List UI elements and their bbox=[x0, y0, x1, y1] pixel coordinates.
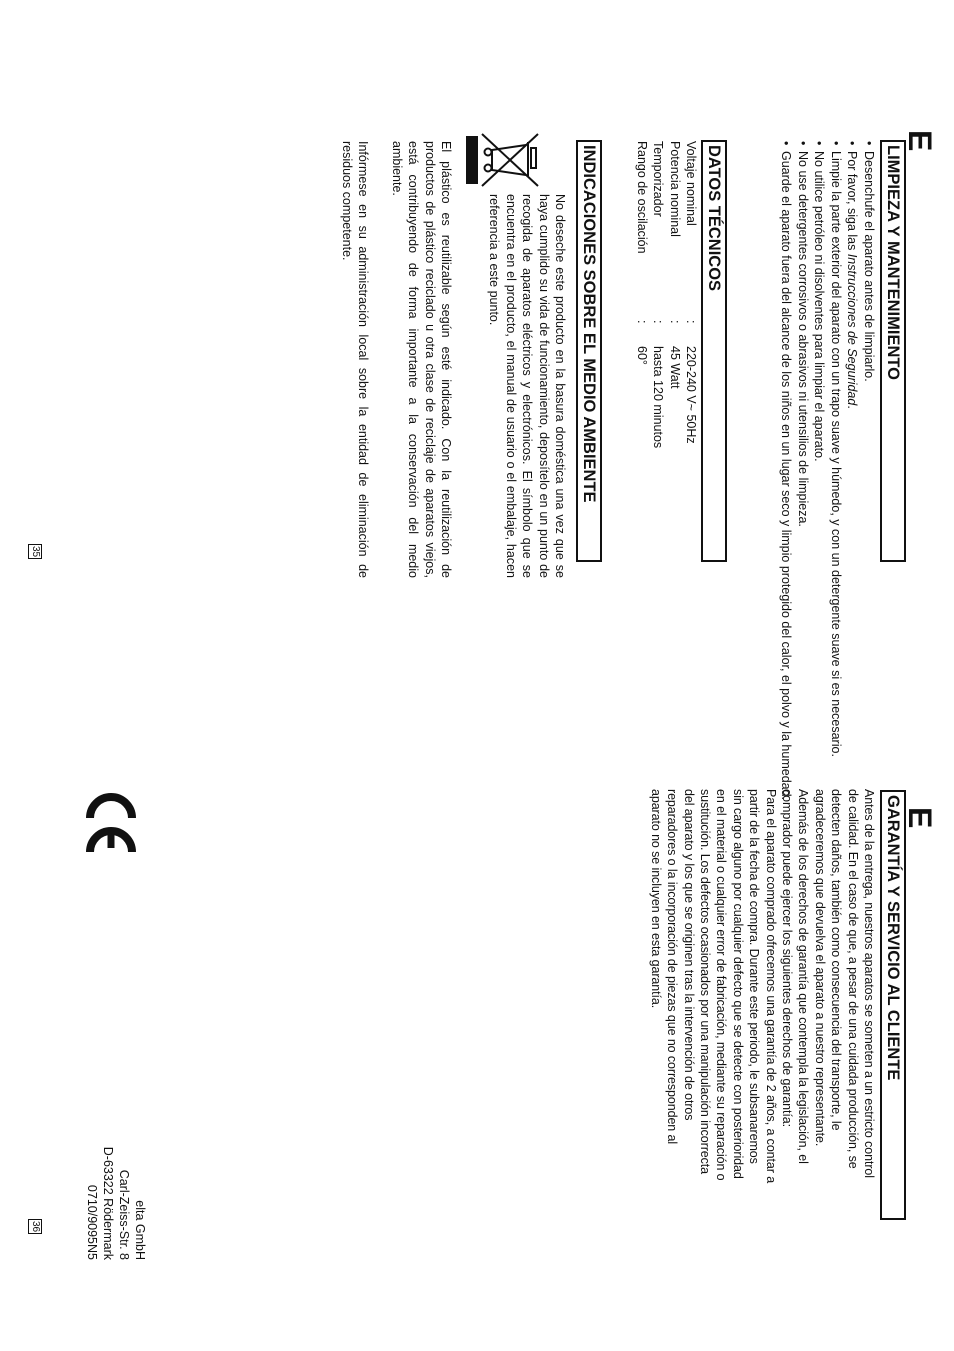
company-address bbox=[84, 1110, 148, 1260]
address-company: elta GmbH bbox=[133, 1200, 147, 1260]
warranty-heading: GARANTÍA Y SERVICIO AL CLIENTE bbox=[880, 790, 906, 1220]
page-number-35: 35 bbox=[30, 546, 41, 558]
section-letter-e-36: E bbox=[902, 807, 938, 829]
cleaning-list bbox=[778, 141, 877, 846]
list-item: • Desenchufe el aparato antes de limpiarlo. bbox=[861, 141, 878, 846]
list-item: • No utilice petróleo ni disolventes para limpiar el aparato. bbox=[811, 141, 828, 846]
warranty-paragraph: Antes de la entrega, nuestros aparatos se someten a un estricto control de calidad. En el caso de que, a pesar de una cuidada producción, se detecten daños, también como consecuencia del transporte, le agradeceremos que devuelva el aparato a nuestro representante. Además de los derechos de garantía que contempla la legislación, el comprador puede ejercer los siguientes derechos de garantía: Para el aparato comprado ofrecemos una garantía de 2 años, a contar a partir de la fecha de compra. Durante este periodo, le subsanaremos sin cargo alguno por cualquier defecto que se detecte con posterioridad en el material o cualquier error de fabricación, mediante su reparación o sustitución. Los defectos ocasionados por una manipulación incorrecta del aparato y los que se originen tras la intervención de otros reparadores o la incorporación de piezas que no corresponden al aparato no se incluyen en esta garantía. bbox=[648, 789, 876, 1184]
weee-paragraph: No deseche este producto en la basura doméstica una vez que se haya cumplido su vida de funcionamiento, deposítelo en un punto de recogida de aparatos eléctricos y electrónicos. El símbolo que se encuentra en el producto, el manual de usuario o el embalaje, hacen referencia a este punto. bbox=[487, 194, 567, 578]
cleaning-heading: LIMPIEZA Y MANTENIMIENTO bbox=[880, 140, 906, 562]
environment-heading: INDICACIONES SOBRE EL MEDIO AMBIENTE bbox=[576, 140, 602, 562]
list-item: • Por favor, siga las Instrucciones de Seguridad. bbox=[844, 141, 861, 846]
spec-row: Potencia nominal : 45 Watt bbox=[667, 141, 682, 389]
specs-heading: DATOS TÉCNICOS bbox=[701, 140, 727, 562]
ce-mark-icon bbox=[86, 790, 136, 856]
address-street: Carl-Zeiss-Str. 8 bbox=[117, 1169, 131, 1260]
list-item: • Guarde el aparato fuera del alcance de los niños en un lugar seco y limpio protegido del calor, el polvo y la humedad. bbox=[778, 141, 795, 846]
weee-bin-icon bbox=[466, 126, 542, 192]
inform-paragraph: Infórmese en su administración local sobre la entidad de eliminación de residuos competente. bbox=[339, 141, 370, 578]
list-item: • No use detergentes corrosivos o abrasivos ni utensilios de limpieza. bbox=[795, 141, 812, 846]
page-number-36: 36 bbox=[30, 1221, 41, 1233]
spec-row: Rango de oscilación : 60° bbox=[634, 141, 649, 365]
specs-table bbox=[633, 141, 699, 601]
list-item: • Limpie la parte exterior del aparato con un trapo suave y húmedo, y con un detergente suave si es necesario. bbox=[828, 141, 845, 846]
section-letter-e: E bbox=[902, 130, 938, 152]
address-city: D-63322 Rödermark bbox=[101, 1146, 115, 1260]
plastic-paragraph: El plástico es reutilizable según esté indicado. Con la reutilización de productos de plástico reciclado u otra clase de reciclaje de aparatos viejos, está contribuyendo de forma importante a la conservación del medio ambiente. bbox=[389, 141, 453, 578]
spec-row: Voltaje nominal : 220-240 V~ 50Hz bbox=[684, 141, 698, 444]
spec-row: Temporizador : hasta 120 minutos bbox=[651, 141, 666, 449]
address-code: 0710/9095N5 bbox=[85, 1184, 99, 1260]
